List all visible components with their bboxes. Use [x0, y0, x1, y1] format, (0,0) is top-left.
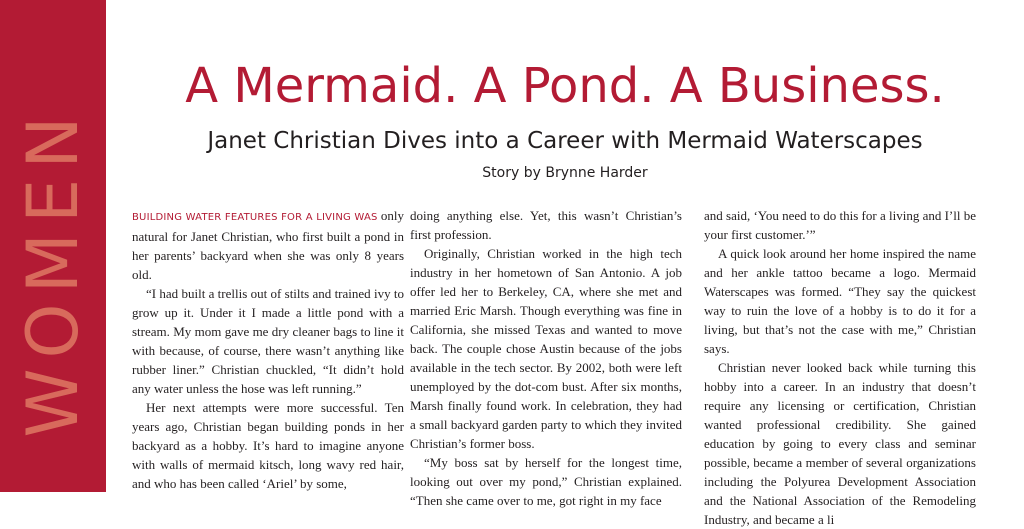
section-label: WOMEN [12, 106, 94, 438]
paragraph: and said, ‘You need to do this for a living and I’ll be your first customer.’” [704, 208, 976, 242]
paragraph [132, 206, 404, 284]
paragraph: Christian never looked back while turning this hobby into a career. In an industry that doesn’t require any licensing or certification, Christian wanted professional credibility. She gained education by going to every class and seminar possible, became a member of several organizations including the Polyurea Development Association and the National Association of the Remodeling Industry, and became a li [704, 360, 976, 527]
article-title: A Mermaid. A Pond. A Business. [185, 58, 945, 114]
paragraph: doing anything else. Yet, this wasn’t Christian’s first profession. [410, 208, 682, 242]
text-column-1 [132, 206, 404, 492]
article-subtitle: Janet Christian Dives into a Career with Mermaid Waterscapes [207, 128, 923, 154]
lead-in: BUILDING WATER FEATURES FOR A LIVING WAS [132, 212, 378, 223]
text-column-3 [704, 206, 976, 527]
article-byline: Story by Brynne Harder [482, 165, 648, 181]
paragraph: “My boss sat by herself for the longest time, looking out over my pond,” Christian explained. “Then she came over to me, got right in my face [410, 455, 682, 508]
paragraph-text: only natural for Janet Christian, who first built a pond in her parents’ backyard when she was only 8 years old. [132, 208, 404, 282]
text-column-2 [410, 206, 682, 508]
paragraph: “I had built a trellis out of stilts and trained ivy to grow up it. Under it I made a little pond with a stream. My mom gave me dry cleaner bags to line it with because, of course, there wasn’t anything like rubber liner.” Christian chuckled, “It didn’t hold any water unless the hose was left running.” [132, 286, 404, 396]
section-sidebar [0, 0, 106, 492]
paragraph: Her next attempts were more successful. Ten years ago, Christian began building ponds in her backyard as a hobby. It’s hard to imagine anyone with walls of mermaid kitsch, long wavy red hair, and who has been called ‘Ariel’ by some, [132, 400, 404, 491]
paragraph: Originally, Christian worked in the high tech industry in her hometown of San Antonio. A job offer led her to Berkeley, CA, where she met and married Eric Marsh. Though everything was fine in California, she missed Texas and wanted to move back. The couple chose Austin because of the jobs available in the tech sector. By 2002, both were left unemployed by the dot-com bust. After six months, Marsh finally found work. In celebration, they had a small backyard garden party to which they invited Christian’s former boss. [410, 246, 682, 451]
paragraph: A quick look around her home inspired the name and her ankle tattoo became a logo. Mermaid Waterscapes was formed. “They say the quickest way to ruin the love of a hobby is to do it for a living, but that’s not the case with me,” Christian says. [704, 246, 976, 356]
